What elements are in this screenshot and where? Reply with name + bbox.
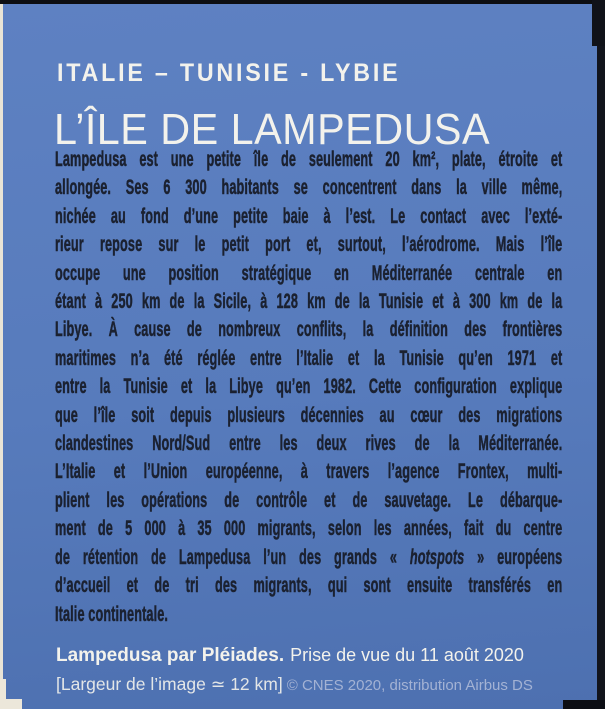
paper-corner-bottom-left-h	[0, 699, 22, 709]
page-title: L’ÎLE DE LAMPEDUSA	[54, 105, 491, 155]
article-line: que l’île soit depuis plusieurs décennies au cœur des migrations	[55, 403, 563, 427]
article-line: L’Italie et l’Union européenne, à travers l’agence Frontex, multi-	[55, 460, 563, 484]
article-text	[55, 146, 562, 629]
photo-corner-bottom-right	[563, 700, 605, 709]
italic-term: hotspots	[409, 545, 465, 569]
paper-edge-left	[0, 0, 3, 709]
article-line: nichée au fond d’une petite baie à l’est. Le contact avec l’exté-	[55, 204, 563, 228]
article-line: Lampedusa est une petite île de seulement 20 km², plate, étroite et	[55, 148, 563, 171]
article-line: occupe une position stratégique en Méditerranée centrale en	[55, 261, 563, 285]
article-line: clandestines Nord/Sud entre les deux rives de la Méditerranée.	[55, 432, 563, 456]
article-line: étant à 250 km de la Sicile, à 128 km de la Tunisie et à 300 km de la	[55, 290, 563, 314]
photo-edge-right	[597, 0, 605, 709]
photo-edge-right-top	[592, 0, 605, 46]
caption-line-1	[56, 644, 533, 667]
article-line: rieur repose sur le petit port et, surtout, l’aérodrome. Mais l’île	[55, 233, 563, 257]
photo-edge-top	[0, 0, 605, 4]
article-line: Italie continentale.	[55, 602, 169, 626]
caption-title: Lampedusa par Pléiades.	[56, 645, 285, 666]
article-line: Libye. À cause de nombreux conflits, la définition des frontières	[55, 318, 563, 342]
caption-width-note: [Largeur de l’image ≃ 12 km]	[56, 674, 283, 694]
caption-shot-info: Prise de vue du 11 août 2020	[290, 645, 524, 665]
article-line: plient les opérations de contrôle et de sauvetage. Le débarque-	[55, 488, 563, 512]
article-line: entre la Tunisie et la Libye qu’en 1982. Cette configuration explique	[55, 375, 563, 399]
photo-caption	[56, 644, 533, 696]
article-line: de rétention de Lampedusa l’un des grands « hotspots » européens	[55, 545, 563, 569]
article-line: allongée. Ses 6 300 habitants se concentrent dans la ville même,	[55, 176, 563, 200]
article-line: ment de 5 000 à 35 000 migrants, selon les années, fait du centre	[55, 517, 563, 541]
region-title: ITALIE – TUNISIE - LYBIE	[57, 58, 401, 87]
caption-line-2	[56, 674, 533, 696]
caption-credit: © CNES 2020, distribution Airbus DS	[286, 677, 533, 694]
article-line: d’accueil et de tri des migrants, qui sont ensuite transférés en	[55, 574, 563, 598]
article-line: maritimes n’a été réglée entre l’Italie et la Tunisie qu’en 1971 et	[55, 346, 563, 370]
